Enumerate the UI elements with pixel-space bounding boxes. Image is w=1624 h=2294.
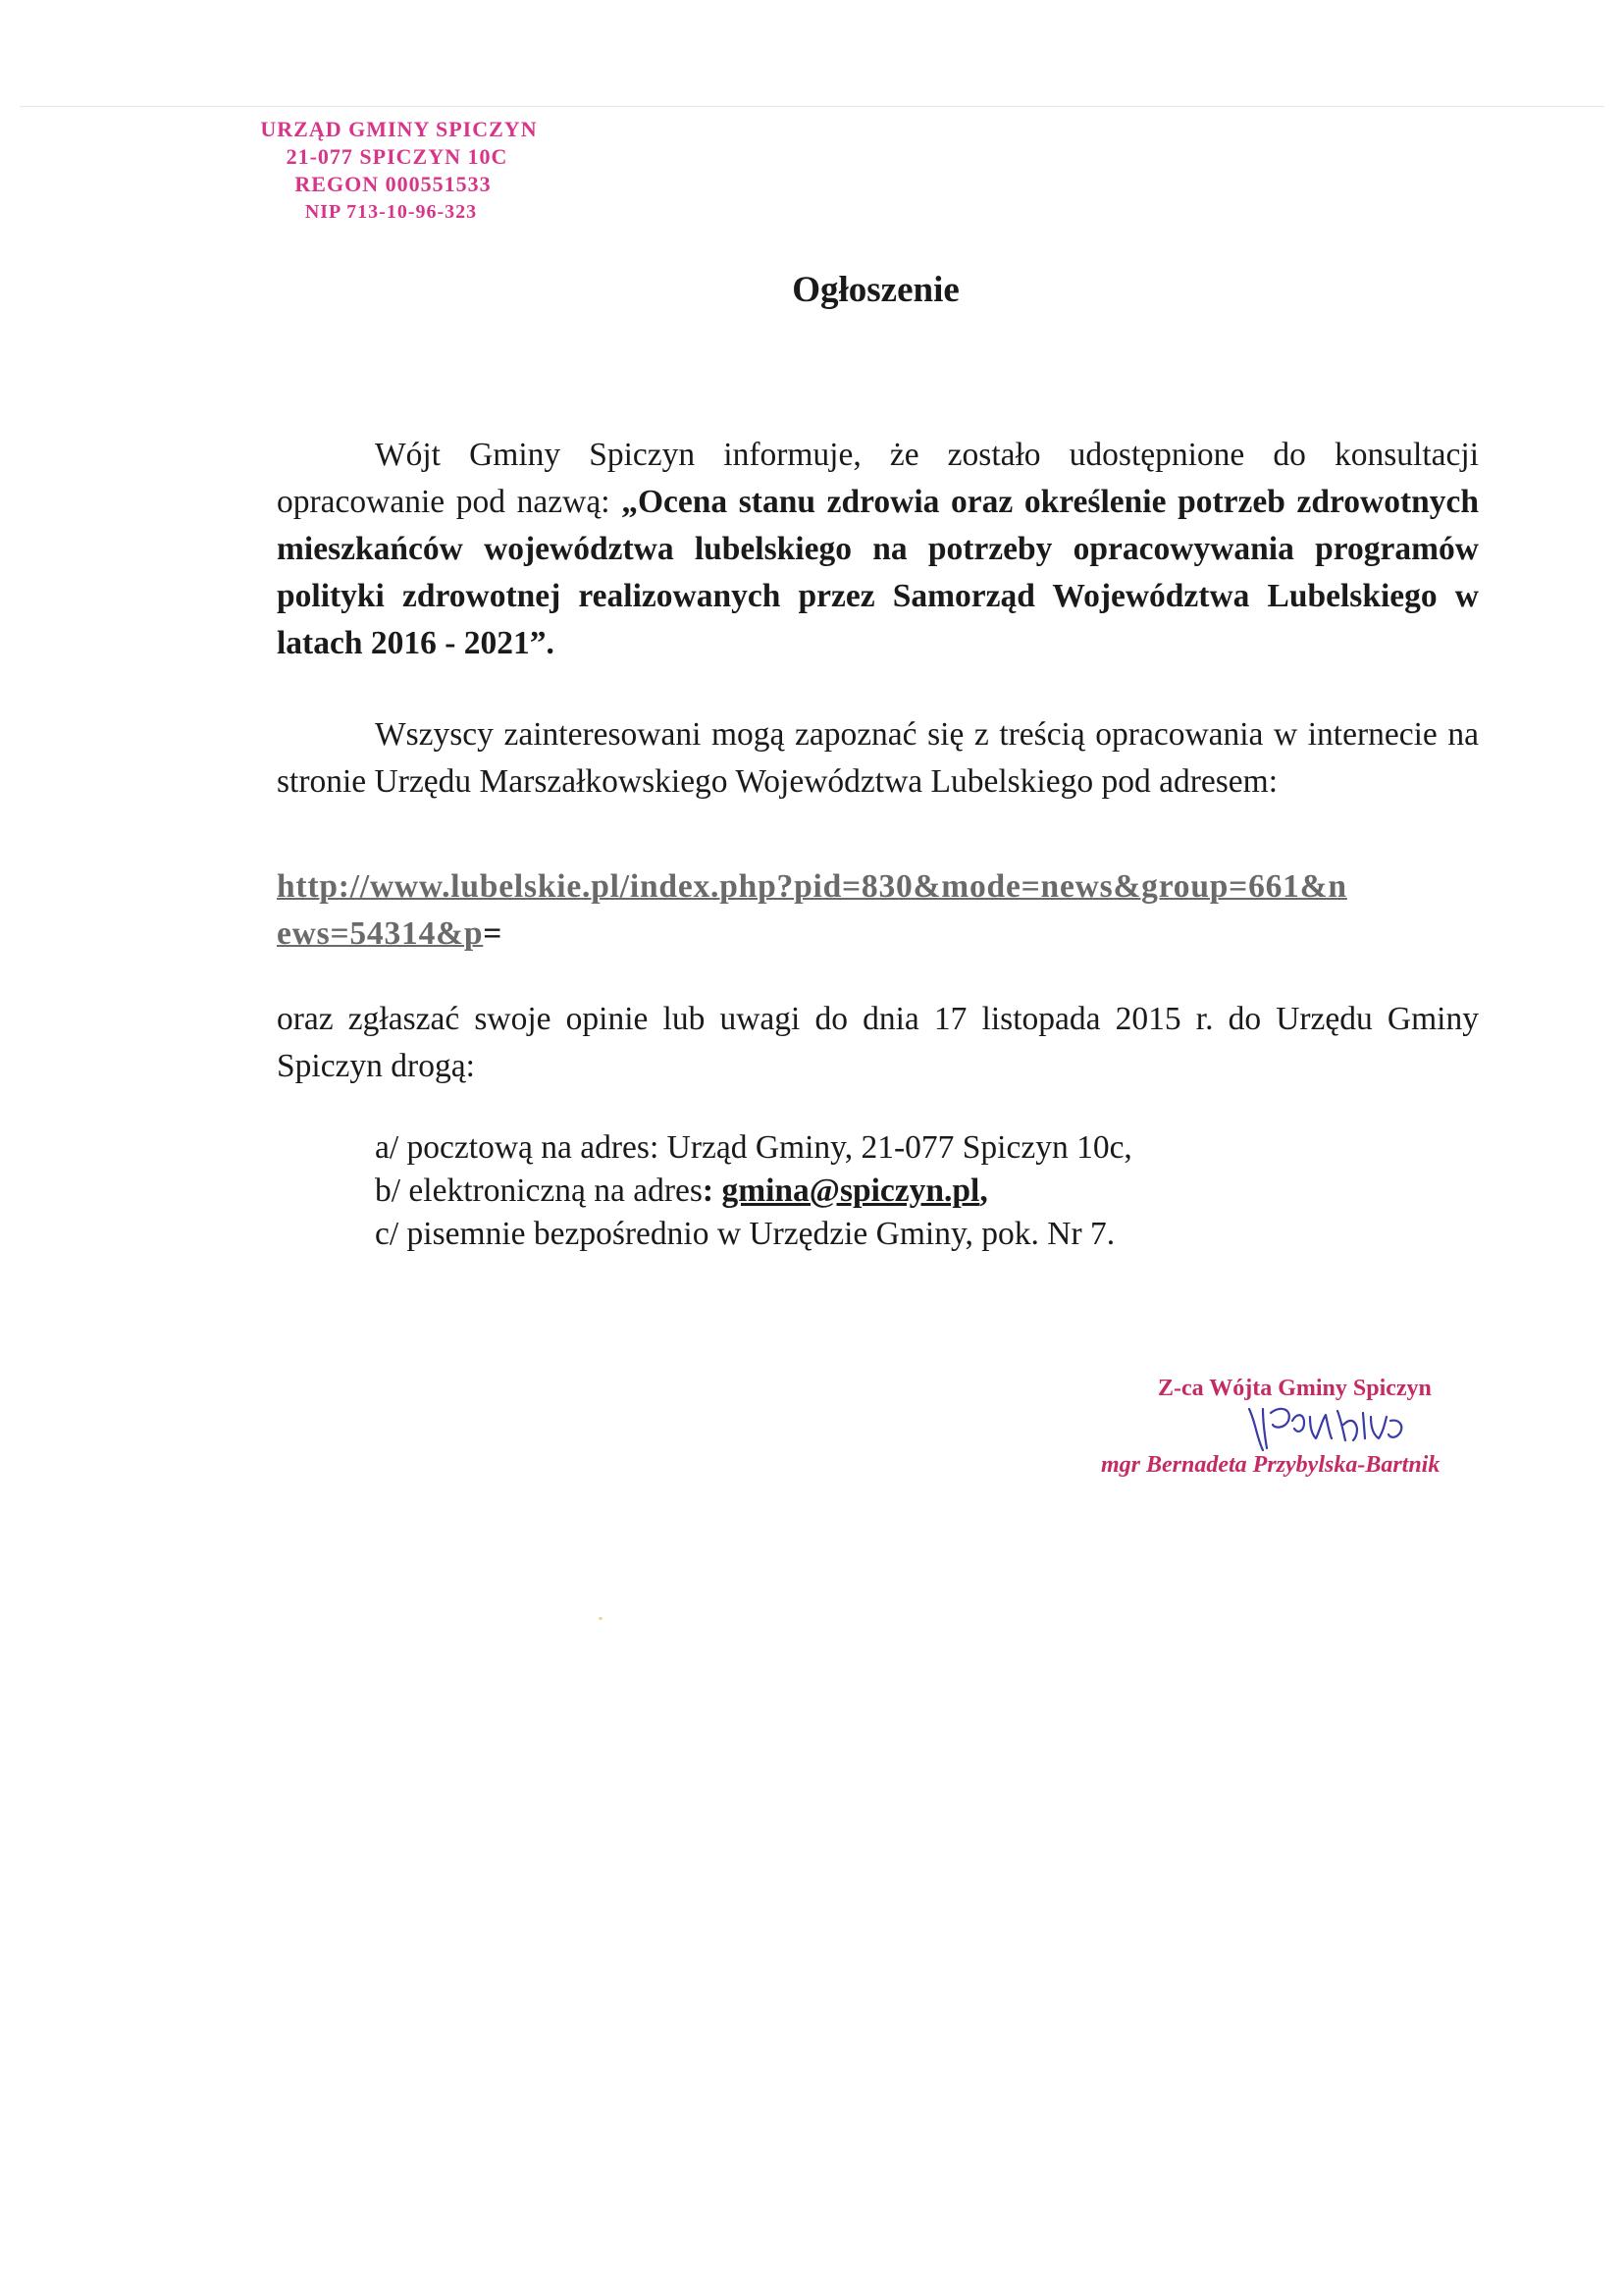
study-link-block <box>277 863 1484 958</box>
stamp-office-name: URZĄD GMINY SPICZYN <box>260 117 538 141</box>
stamp-regon: REGON 000551533 <box>294 172 492 196</box>
signatory-name-stamp: mgr Bernadeta Przybylska-Bartnik <box>1101 1452 1441 1478</box>
office-stamp <box>236 116 574 226</box>
list-item-postal: a/ pocztową na adres: Urząd Gminy, 21-077 Spiczyn 10c, <box>375 1129 1132 1166</box>
electronic-suffix: , <box>979 1173 988 1209</box>
study-link-suffix: = <box>483 915 503 952</box>
stamp-nip: NIP 713-10-96-323 <box>304 201 478 223</box>
announcement-paragraph <box>277 432 1479 667</box>
document-title: Ogłoszenie <box>792 270 960 310</box>
signatory-role-stamp: Z-ca Wójta Gminy Spiczyn <box>1158 1376 1432 1401</box>
access-text: Wszyscy zainteresowani mogą zapoznać się z treścią opracowania w internecie na stronie Urzędu Marszałkowskiego Województwa Lubelskiego pod adresem: <box>277 716 1479 800</box>
announcement-intro: Wójt Gminy Spiczyn informuje, że zostało udostępnione do konsultacji opracowanie pod nazwą: <box>277 437 1479 520</box>
email-link[interactable]: gmina@spiczyn.pl <box>721 1173 980 1209</box>
scan-edge-line <box>20 106 1604 107</box>
scan-speck <box>599 1617 602 1620</box>
access-paragraph <box>277 711 1479 806</box>
electronic-label: b/ elektroniczną na adres <box>375 1173 703 1209</box>
comments-paragraph: oraz zgłaszać swoje opinie lub uwagi do dnia 17 listopada 2015 r. do Urzędu Gminy Spiczyn drogą: <box>277 1001 1479 1084</box>
study-title: „Ocena stanu zdrowia oraz określenie potrzeb zdrowotnych mieszkańców województwa lubelskiego na potrzeby opracowywania programów polityki zdrowotnej realizowanych przez Samorząd Województwa Lubelskiego w latach 2016 - 2021”. <box>277 484 1479 661</box>
list-item-electronic <box>375 1170 1454 1213</box>
electronic-colon: : <box>702 1173 722 1209</box>
study-link-line-2[interactable]: ews=54314&p <box>277 915 484 952</box>
submission-methods-list <box>375 1126 1454 1256</box>
list-item-in-person: c/ pisemnie bezpośrednio w Urzędzie Gminy, pok. Nr 7. <box>375 1216 1116 1252</box>
study-link-line-1[interactable]: http://www.lubelskie.pl/index.php?pid=830&mode=news&group=661&n <box>277 868 1347 905</box>
stamp-address: 21-077 SPICZYN 10C <box>286 144 508 169</box>
